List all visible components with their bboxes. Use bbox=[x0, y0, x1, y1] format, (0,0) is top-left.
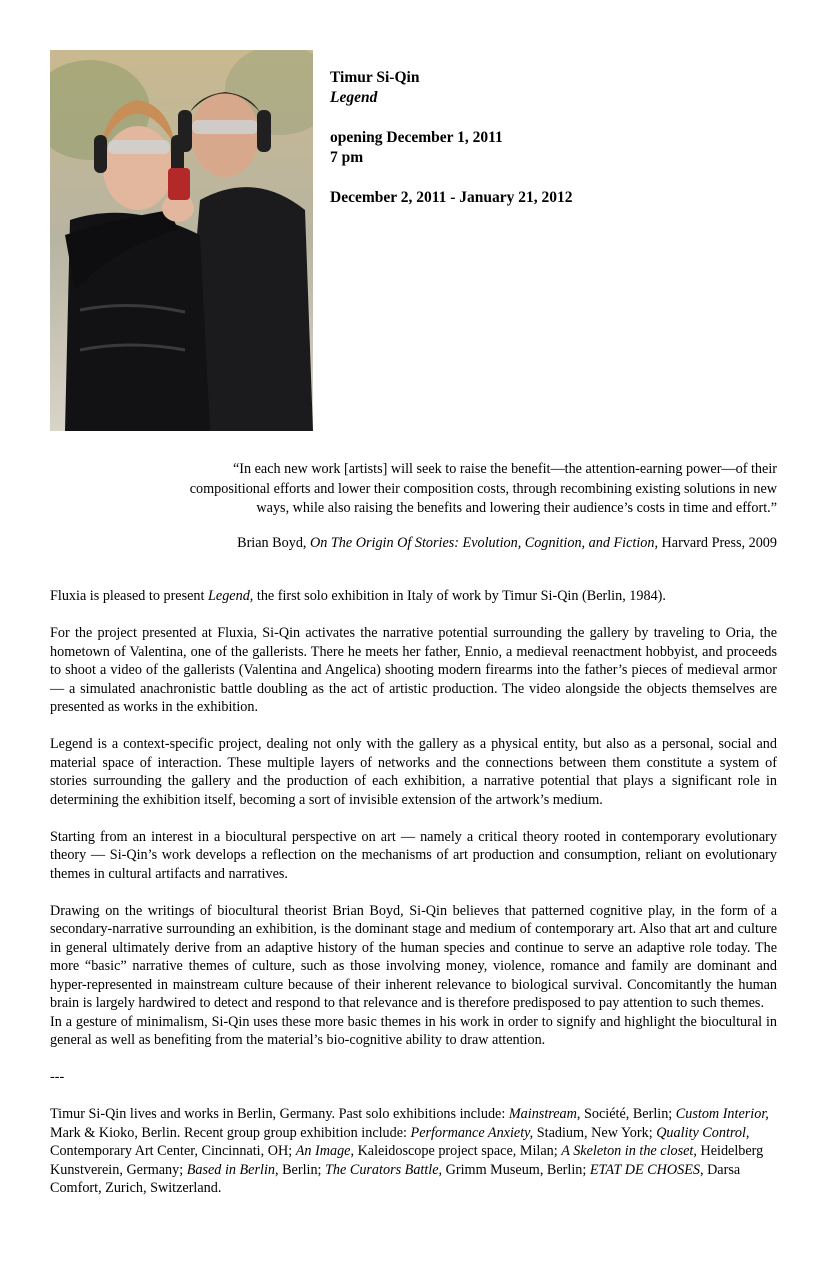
separator: --- bbox=[50, 1069, 65, 1085]
press-release-body bbox=[50, 587, 777, 1216]
paragraph-context: Legend is a context-specific project, dealing not only with the gallery as a physical entity, but also as a personal, social and material space of interaction. These multiple layers of networks and the connections between them constitute a system of stories surrounding the gallery and the production of each exhibition, a narrative potential that plays a significant role in determining the exhibition itself, becoming a sort of invisible extension of the artwork’s medium. bbox=[50, 736, 777, 808]
bio-text: , Berlin; bbox=[274, 1161, 326, 1178]
paragraph-boyd: Drawing on the writings of biocultural theorist Brian Boyd, Si-Qin believes that patterned cognitive play, in the form of a secondary-narrative surrounding an exhibition, is the dominant stage and medium of contemporary art. Also that art and culture in general ultimately derive from an adaptive history of the human species and continue to serve an adaptive role today. The more “basic” narrative themes of culture, such as those involving money, violence, romance and family are dominant and hyper-represented in mainstream culture because of their inherent relevance to biological survival. Concomitantly the human brain is largely hardwired to detect and respond to that relevance and is therefore predisposed to pay attention to such themes. bbox=[50, 902, 777, 1011]
bio-text: , Kaleidoscope project space, Milan; bbox=[350, 1143, 562, 1159]
bio-exhibition-title: Custom Interior, bbox=[675, 1106, 769, 1122]
exhibition-dates: December 2, 2011 - January 21, 2012 bbox=[330, 189, 573, 206]
bio-text: Stadium, New York; bbox=[533, 1124, 657, 1141]
intro-text-end: , the first solo exhibition in Italy of work by Timur Si-Qin (Berlin, 1984). bbox=[249, 588, 666, 604]
bio-exhibition-title: Based in Berlin bbox=[186, 1161, 275, 1178]
paragraph-project: For the project presented at Fluxia, Si-Qin activates the narrative potential surrounding the gallery by traveling to Oria, the hometown of Valentina, one of the gallerists. There he meets her father, Ennio, a medieval reenactment hobbyist, and proceeds to shoot a video of the gallerists (Valentina and Angelica) shooting modern firearms into the father’s pieces of medieval armor — a simulated anachronistic battle doubling as the act of artistic production. The video alongside the objects themselves are presented as works in the exhibition. bbox=[50, 625, 777, 715]
artist-bio bbox=[50, 1105, 777, 1198]
citation-publisher: Harvard Press, 2009 bbox=[658, 535, 777, 551]
bio-exhibition-title: A Skeleton in the closet bbox=[561, 1143, 694, 1159]
paragraph-biocultural: Starting from an interest in a biocultural perspective on art — namely a critical theory rooted in contemporary evolutionary theory — Si-Qin’s work develops a reflection on the mechanisms of art production and consumption, reliant on evolutionary themes in cultural artifacts and narratives. bbox=[50, 828, 777, 882]
bio-text: , Contemporary Art Center, Cincinnati, OH; bbox=[50, 1124, 750, 1159]
intro-title: Legend bbox=[208, 588, 250, 604]
bio-text: , Heidelberg Kunstverein, Germany; bbox=[50, 1143, 764, 1178]
artwork-photo bbox=[50, 50, 313, 431]
epigraph-citation bbox=[168, 534, 777, 554]
epigraph-quote: “In each new work [artists] will seek to raise the benefit—the attention-earning power—of their compositional efforts and lower their composition costs, through recombining existing solutions in new ways, while also raising the benefits and lowering their audience’s costs in time and effort.” bbox=[189, 461, 777, 516]
opening-time: 7 pm bbox=[330, 149, 364, 166]
bio-text: Timur Si-Qin lives and works in Berlin, Germany. Past solo exhibitions include: bbox=[50, 1106, 509, 1122]
exhibition-title: Legend bbox=[330, 89, 378, 106]
intro-paragraph bbox=[50, 587, 777, 606]
bio-exhibition-title: ETAT DE CHOSES bbox=[589, 1161, 700, 1178]
bio-exhibition-title: Mainstream bbox=[508, 1106, 577, 1122]
bio-text: , Darsa Comfort, Zurich, Switzerland. bbox=[50, 1161, 741, 1196]
citation-book-title: On The Origin Of Stories: Evolution, Cognition, and Fiction, bbox=[310, 535, 658, 551]
bio-exhibition-title: Performance Anxiety, bbox=[410, 1124, 534, 1141]
opening-date: opening December 1, 2011 bbox=[330, 129, 503, 146]
artist-name: Timur Si-Qin bbox=[330, 69, 420, 86]
bio-text: Mark & Kioko, Berlin. Recent group group exhibition include: bbox=[50, 1124, 411, 1141]
intro-text: Fluxia is pleased to present bbox=[50, 588, 209, 604]
bio-text: , Grimm Museum, Berlin; bbox=[438, 1161, 590, 1178]
bio-exhibition-title: Quality Control bbox=[656, 1124, 746, 1141]
bio-exhibition-title: The Curators Battle bbox=[325, 1161, 439, 1178]
citation-author: Brian Boyd, bbox=[237, 535, 311, 551]
bio-text: , Société, Berlin; bbox=[576, 1106, 676, 1122]
paragraph-minimalism: In a gesture of minimalism, Si-Qin uses these more basic themes in his work in order to signify and highlight the biocultural in general as well as benefiting from the material’s bio-cognitive ability to draw attention. bbox=[50, 1013, 777, 1048]
bio-exhibition-title: An Image bbox=[295, 1143, 351, 1159]
exhibition-header bbox=[330, 68, 573, 208]
